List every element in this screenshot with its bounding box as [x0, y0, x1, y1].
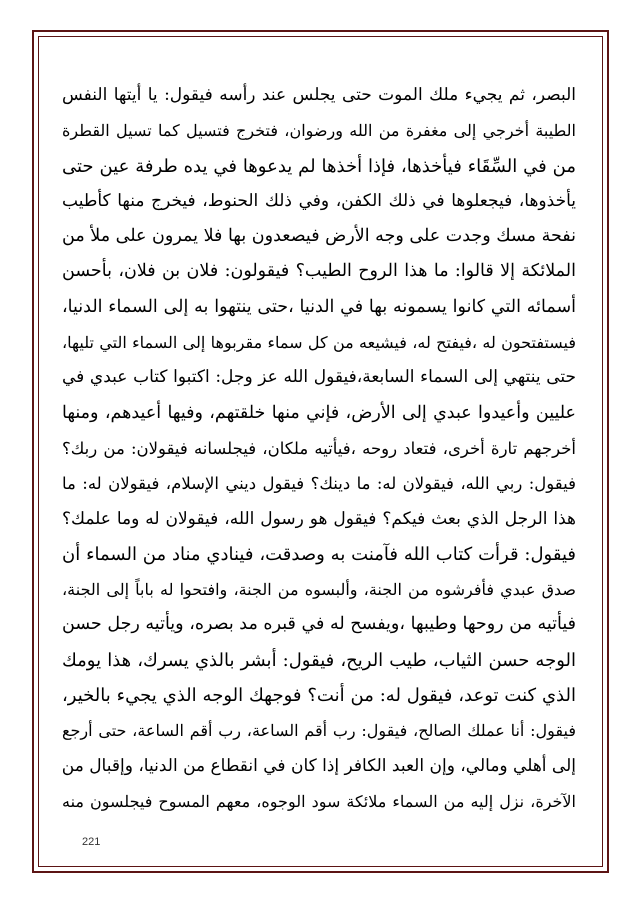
text-line: فيقول: أنا عملك الصالح، فيقول: رب أقم الساعة، رب أقم الساعة، حتى أرجع — [62, 721, 576, 741]
text-line: هذا الرجل الذي بعث فيكم؟ فيقول هو رسول الله، فيقولان له وما علمك؟ — [62, 508, 576, 529]
text-line: فيقول: ربي الله، فيقولان له: ما دينك؟ فيقول ديني الإسلام، فيقولان له: ما — [62, 474, 576, 494]
text-line: حتى ينتهي إلى السماء السابعة،فيقول الله عز وجل: اكتبوا كتاب عبدي في — [62, 367, 576, 388]
text-line: يأخذوها، فيجعلوها في ذلك الكفن، وفي ذلك الحنوط، فيخرج منها كأطيب — [62, 190, 576, 211]
text-line: فيستفتحون له ،فيفتح له، فيشيعه من كل سماء مقربوها إلى السماء التي تليها، — [62, 333, 576, 353]
text-line: الذي كنت توعد، فيقول له: من أنت؟ فوجهك الوجه الذي يجيء بالخير، — [62, 685, 576, 707]
text-line: فيقول: قرأت كتاب الله فآمنت به وصدقت، فينادي مناد من السماء أن — [62, 543, 576, 565]
text-line: عليين وأعيدوا عبدي إلى الأرض، فإني منها خلقتهم، وفيها أعيدهم، ومنها — [62, 402, 576, 423]
text-line: الآخرة، نزل إليه من السماء ملائكة سود الوجوه، معهم المسوح فيجلسون منه — [62, 791, 576, 811]
text-line: صدق عبدي فأفرشوه من الجنة، وألبسوه من الجنة، وافتحوا له باباً إلى الجنة، — [62, 580, 576, 600]
text-line: الملائكة إلا قالوا: ما هذا الروح الطيب؟ فيقولون: فلان بن فلان، بأحسن — [62, 261, 576, 282]
text-line: فيأتيه من روحها وطيبها ،ويفسح له في قبره مد بصره، ويأتيه رجل حسن — [62, 614, 576, 635]
body-text — [62, 78, 576, 819]
page-number: 221 — [82, 836, 101, 848]
text-line: البصر، ثم يجيء ملك الموت حتى يجلس عند رأسه فيقول: يا أيتها النفس — [62, 85, 576, 105]
text-line: الطيبة أخرجي إلى مغفرة من الله ورضوان، فتخرج فتسيل كما تسيل القطرة — [62, 121, 576, 141]
text-line: نفحة مسك وجدت على وجه الأرض فيصعدون بها فلا يمرون على ملأ من — [62, 226, 576, 247]
text-line: الوجه حسن الثياب، طيب الريح، فيقول: أبشر بالذي يسرك، هذا يومك — [62, 649, 576, 671]
text-line: أسمائه التي كانوا يسمونه بها في الدنيا ،حتى ينتهوا به إلى السماء الدنيا، — [62, 296, 576, 317]
text-line: أخرجهم تارة أخرى، فتعاد روحه ،فيأتيه ملكان، فيجلسانه فيقولان: من ربك؟ — [62, 438, 576, 458]
text-line: إلى أهلي ومالي، وإن العبد الكافر إذا كان في انقطاع من الدنيا، وإقبال من — [61, 755, 576, 776]
text-line: من في السِّقَاء فيأخذها، فإذا أخذها لم يدعوها في يده طرفة عين حتى — [62, 155, 576, 177]
